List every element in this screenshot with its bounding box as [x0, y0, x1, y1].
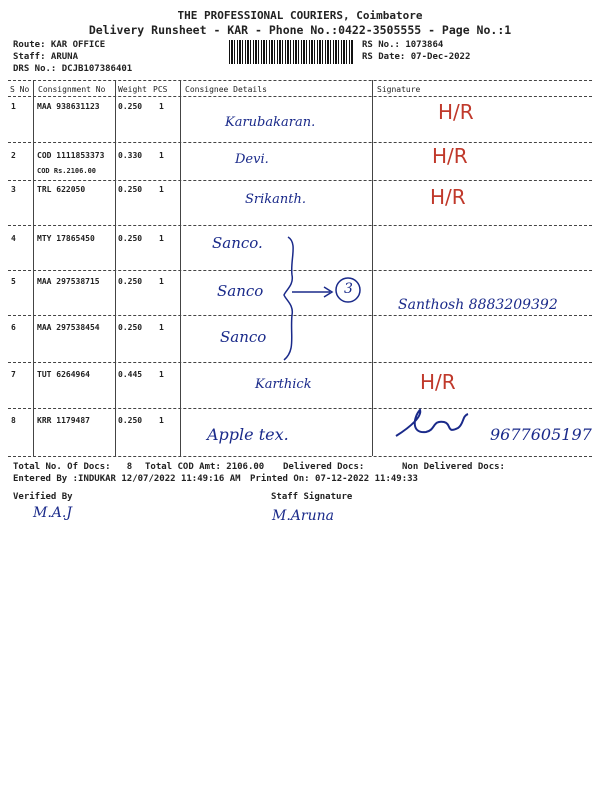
- row-sno: 6: [11, 323, 16, 332]
- row-consignee: Sanco.: [212, 234, 263, 252]
- table-bottom-border: [8, 456, 592, 457]
- row-sno: 4: [11, 234, 16, 243]
- row-sno: 3: [11, 185, 16, 194]
- header-bottom-border: [8, 96, 592, 97]
- row-pcs: 1: [159, 151, 164, 160]
- row-pcs: 1: [159, 416, 164, 425]
- row-signature: H/R: [432, 144, 468, 168]
- grouping-bracket: [280, 235, 380, 365]
- row-consignment: MTY 17865450: [37, 234, 95, 243]
- rs-date: RS Date: 07-Dec-2022: [362, 52, 471, 62]
- table-top-border: [8, 80, 592, 81]
- staff-signature: M.Aruna: [272, 508, 334, 524]
- row-consignee: Karthick: [255, 377, 312, 392]
- col-header-signature: Signature: [377, 85, 421, 94]
- staff-label: Staff: ARUNA: [13, 52, 79, 62]
- col-divider: [115, 80, 116, 456]
- row-consignment: COD 1111853373: [37, 151, 105, 160]
- row-signature: 9677605197: [490, 425, 592, 444]
- barcode: [229, 40, 353, 64]
- row-consignee: Sanco: [220, 328, 267, 346]
- col-divider: [180, 80, 181, 456]
- col-header-weight: Weight: [118, 85, 147, 94]
- row-cod-note: COD Rs.2106.00: [37, 167, 97, 175]
- row-consignee: Apple tex.: [207, 425, 289, 444]
- row-consignee: Devi.: [235, 152, 269, 167]
- row-sno: 2: [11, 151, 16, 160]
- row-consignee: Sanco: [217, 282, 264, 300]
- row-pcs: 1: [159, 102, 164, 111]
- row-pcs: 1: [159, 185, 164, 194]
- delivered-docs: Delivered Docs:: [283, 462, 365, 472]
- entered-by: Entered By :INDUKAR 12/07/2022 11:49:16 AM: [13, 474, 241, 484]
- company-title: THE PROFESSIONAL COURIERS, Coimbatore: [177, 9, 423, 22]
- col-header-consignment: Consignment No: [38, 85, 106, 94]
- col-divider: [33, 80, 34, 456]
- row-weight: 0.330: [118, 151, 143, 160]
- row-pcs: 1: [159, 234, 164, 243]
- col-header-sno: S No: [10, 85, 30, 94]
- total-cod: Total COD Amt: 2106.00: [145, 462, 265, 472]
- row-weight: 0.250: [118, 323, 143, 332]
- row-weight: 0.250: [118, 416, 143, 425]
- row-divider: [8, 225, 592, 226]
- row-consignment: MAA 297538715: [37, 277, 100, 286]
- row-pcs: 1: [159, 277, 164, 286]
- row-weight: 0.445: [118, 370, 143, 379]
- row-sno: 5: [11, 277, 16, 286]
- row-consignment: MAA 938631123: [37, 102, 100, 111]
- row-divider: [8, 142, 592, 143]
- row-signature: H/R: [430, 185, 466, 209]
- verified-by-label: Verified By: [13, 492, 73, 502]
- runsheet-subtitle: Delivery Runsheet - KAR - Phone No.:0422-3505555 - Page No.:1: [88, 23, 512, 37]
- row-signature: H/R: [438, 100, 474, 124]
- row-sno: 7: [11, 370, 16, 379]
- row-weight: 0.250: [118, 185, 143, 194]
- row-pcs: 1: [159, 323, 164, 332]
- row-sno: 8: [11, 416, 16, 425]
- staff-signature-label: Staff Signature: [271, 492, 353, 502]
- col-header-pcs: PCS: [153, 85, 168, 94]
- row-consignment: MAA 297538454: [37, 323, 100, 332]
- row-consignee: Srikanth.: [245, 192, 307, 207]
- row-sno: 1: [11, 102, 16, 111]
- row-divider: [8, 180, 592, 181]
- row-consignment: KRR 1179487: [37, 416, 90, 425]
- row-weight: 0.250: [118, 234, 143, 243]
- row-signature: H/R: [420, 370, 456, 394]
- row-consignment: TUT 6264964: [37, 370, 90, 379]
- bracket-count-label: 3: [344, 281, 353, 297]
- route-label: Route: KAR OFFICE: [13, 40, 106, 50]
- non-delivered-docs: Non Delivered Docs:: [402, 462, 505, 472]
- row-weight: 0.250: [118, 277, 143, 286]
- drs-number: DRS No.: DCJB107386401: [13, 64, 133, 74]
- row-divider: [8, 408, 592, 409]
- total-docs: Total No. Of Docs: 8: [13, 462, 133, 472]
- row-signature: Santhosh 8883209392: [398, 297, 558, 313]
- row-consignee: Karubakaran.: [225, 115, 316, 130]
- verified-by-signature: M.A.J: [33, 505, 72, 521]
- handwritten-signature-mark: [392, 406, 472, 446]
- col-header-consignee: Consignee Details: [185, 85, 267, 94]
- row-consignment: TRL 622050: [37, 185, 86, 194]
- row-pcs: 1: [159, 370, 164, 379]
- rs-number: RS No.: 1073864: [362, 40, 444, 50]
- row-weight: 0.250: [118, 102, 143, 111]
- printed-on: Printed On: 07-12-2022 11:49:33: [250, 474, 418, 484]
